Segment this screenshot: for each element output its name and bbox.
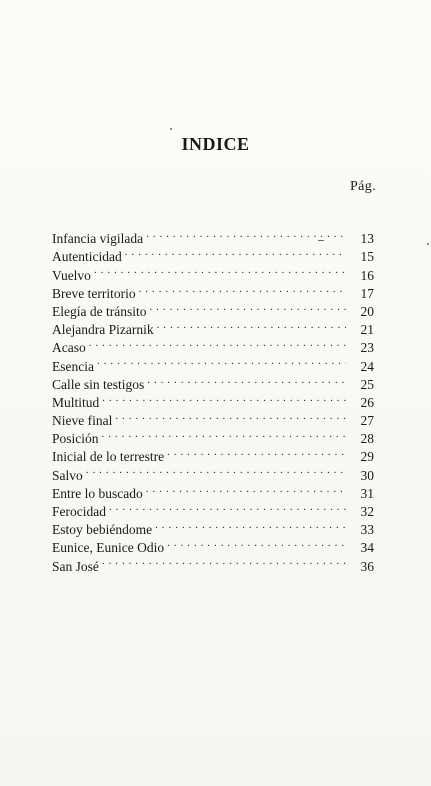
dot-leader xyxy=(167,443,346,461)
paper-speck xyxy=(427,243,429,245)
toc-entry xyxy=(52,225,374,247)
toc-entry xyxy=(52,480,374,501)
toc-entry-page: 30 xyxy=(360,467,374,483)
dot-leader xyxy=(115,407,346,425)
toc-entry-page: 26 xyxy=(360,394,374,410)
table-of-contents xyxy=(52,225,374,574)
toc-entry-title: Posición xyxy=(52,431,99,447)
dot-leader xyxy=(146,480,346,498)
toc-entry-page: 13 xyxy=(360,231,374,247)
toc-entry xyxy=(52,461,374,483)
toc-entry xyxy=(52,334,374,356)
toc-entry-title: Nieve final xyxy=(52,413,113,429)
dot-leader xyxy=(139,280,346,298)
paper-speck xyxy=(170,128,172,130)
toc-entry-page: 23 xyxy=(360,340,374,356)
toc-entry-title: Vuelvo xyxy=(52,267,91,283)
toc-entry-page: 36 xyxy=(360,558,374,574)
toc-entry-page: 34 xyxy=(360,540,374,556)
toc-entry-title: San José xyxy=(52,558,99,574)
dot-leader xyxy=(89,334,346,352)
toc-entry-page: 24 xyxy=(360,358,374,374)
dot-leader xyxy=(109,498,346,516)
toc-entry-title: Acaso xyxy=(52,340,86,356)
toc-entry-page: 16 xyxy=(360,267,374,283)
toc-entry-page: 31 xyxy=(360,485,374,501)
dot-leader xyxy=(102,389,346,407)
page-title: INDICE xyxy=(181,134,250,154)
page-column-label: Pág. xyxy=(350,179,377,194)
toc-entry-page: 15 xyxy=(360,249,374,265)
toc-entry-page: 21 xyxy=(360,322,374,338)
toc-entry-title: Breve territorio xyxy=(52,285,136,301)
toc-entry-page: 17 xyxy=(360,285,374,301)
toc-entry-title: Calle sin testigos xyxy=(52,376,145,392)
toc-entry-page: 28 xyxy=(360,431,374,447)
toc-entry-title: Entre lo buscado xyxy=(52,485,143,501)
toc-entry-title: Eunice, Eunice Odio xyxy=(52,540,165,556)
dot-leader xyxy=(155,516,346,534)
toc-entry-page: 32 xyxy=(360,504,374,519)
toc-entry-page: 33 xyxy=(360,522,374,538)
toc-entry-title: Esencia xyxy=(52,358,94,374)
dot-leader xyxy=(167,534,346,552)
toc-entry xyxy=(52,280,374,301)
toc-entry-page: 20 xyxy=(360,303,374,319)
toc-entry-title: Multitud xyxy=(52,394,100,410)
dot-leader xyxy=(157,316,346,334)
dot-leader xyxy=(97,352,346,370)
toc-entry-page: 27 xyxy=(360,413,374,429)
dot-leader xyxy=(125,243,346,261)
toc-entry xyxy=(52,261,374,283)
toc-entry-title: Autenticidad xyxy=(52,249,122,265)
toc-entry-title: Salvo xyxy=(52,467,83,483)
toc-entry-title: Ferocidad xyxy=(52,504,106,519)
dot-leader xyxy=(102,552,346,570)
dot-leader xyxy=(149,298,346,316)
toc-entry-title: Elegía de tránsito xyxy=(52,303,147,319)
toc-entry-title: Alejandra Pizarnik xyxy=(52,322,154,338)
dot-leader xyxy=(94,261,346,279)
dot-leader xyxy=(147,371,346,389)
dot-leader xyxy=(86,461,346,479)
toc-entry xyxy=(52,352,374,374)
dot-leader xyxy=(102,425,346,443)
toc-entry-title: Infancia vigilada xyxy=(52,231,144,247)
toc-entry-page: 25 xyxy=(360,376,374,392)
toc-entry-title: Inicial de lo terrestre xyxy=(52,449,165,465)
toc-entry-title: Estoy bebiéndome xyxy=(52,522,153,538)
toc-entry-page: 29 xyxy=(360,449,374,465)
dot-leader xyxy=(146,225,346,243)
toc-entry xyxy=(52,371,374,392)
